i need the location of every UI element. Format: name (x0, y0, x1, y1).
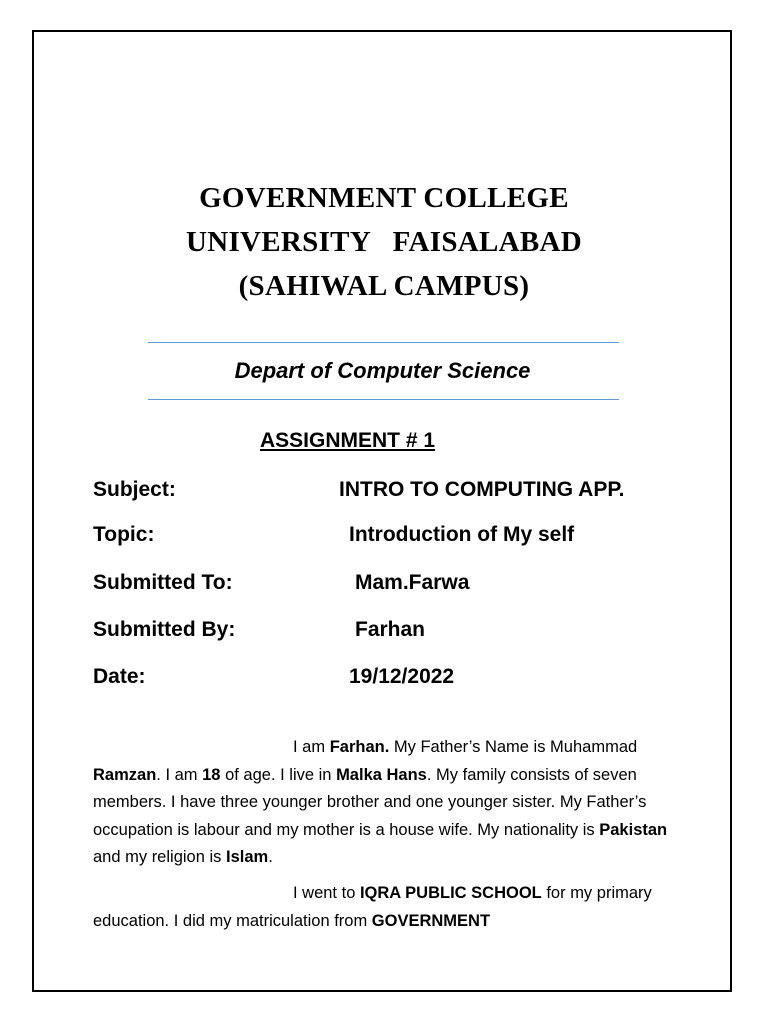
title-line-2: UNIVERSITY FAISALABAD (185, 226, 583, 258)
p1-bold-father: Ramzan (93, 765, 157, 784)
info-row-subject (93, 474, 713, 506)
intro-paragraph (93, 734, 683, 872)
divider-top (148, 342, 619, 343)
info-row-submitted-by (93, 614, 713, 646)
p2-text-1: I went to (293, 884, 360, 902)
p1-text-3: . I am (156, 765, 203, 784)
p2-text-2: for my primary education. I did my matriculation from (93, 884, 652, 930)
education-paragraph (93, 880, 683, 935)
divider-bottom (148, 399, 619, 400)
title-line-3: (SAHIWAL CAMPUS) (238, 270, 530, 302)
p2-bold-school: IQRA PUBLIC SCHOOL (359, 884, 542, 902)
date-value: 19/12/2022 (349, 665, 455, 688)
topic-value: Introduction of My self (349, 523, 575, 546)
department-name: Depart of Computer Science (234, 358, 531, 383)
subject-label: Subject: (93, 478, 176, 501)
p2-bold-government: GOVERNMENT (371, 911, 491, 930)
p1-text-4: of age. I live in (220, 765, 337, 784)
university-title (0, 176, 768, 308)
submitted-by-label: Submitted By: (93, 618, 236, 641)
p1-bold-age: 18 (202, 765, 221, 784)
p1-text-1: I am (293, 738, 330, 756)
p1-bold-name: Farhan. (329, 738, 390, 756)
p1-text-5: . My family consists of seven members. I have three younger brother and one younger sister. My Father’s occupation is labour and my mother is a house wife. My nationality is (93, 765, 647, 839)
topic-label: Topic: (93, 523, 155, 546)
info-row-topic (93, 519, 713, 551)
submitted-to-label: Submitted To: (93, 571, 233, 594)
p1-text-2: My Father’s Name is Muhammad (389, 738, 638, 756)
submitted-by-value: Farhan (355, 618, 426, 641)
p1-text-6: and my religion is (93, 848, 226, 866)
date-label: Date: (93, 665, 146, 688)
info-row-submitted-to (93, 567, 713, 599)
p1-bold-nationality: Pakistan (599, 820, 668, 839)
assignment-title: ASSIGNMENT # 1 (260, 429, 436, 452)
p1-text-7: . (268, 848, 273, 866)
p1-bold-religion: Islam (225, 848, 269, 866)
subject-value: INTRO TO COMPUTING APP. (339, 478, 625, 501)
title-line-1: GOVERNMENT COLLEGE (199, 182, 569, 214)
p1-bold-city: Malka Hans (336, 765, 427, 784)
submitted-to-value: Mam.Farwa (355, 571, 470, 594)
info-row-date (93, 661, 713, 693)
